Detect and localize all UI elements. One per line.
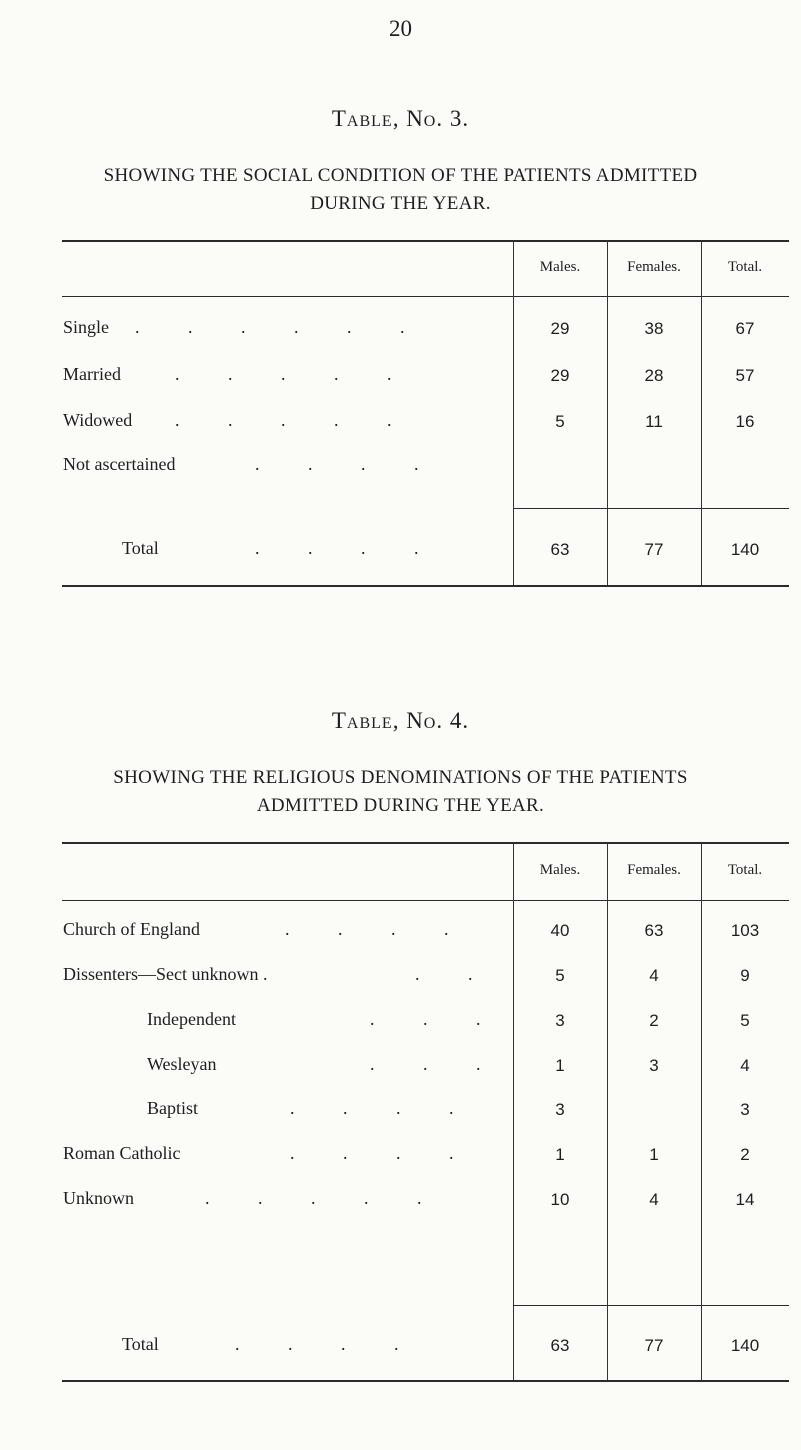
table3-cell-males: 29 [550,366,570,385]
table3-total-females: 77 [644,540,664,559]
table3-cell-females: 11 [645,412,663,431]
table3-row-dots: . . . . . . [135,317,427,337]
table3-total-males: 63 [550,540,570,559]
table4-cell-total: 103 [730,921,760,940]
table4-total-dots: . . . . [235,1334,421,1354]
table4-title [0,708,801,734]
table4-caption-line2: ADMITTED DURING THE YEAR. [256,795,545,816]
table4-total-label: Total [122,1334,159,1354]
table4-cell-females: 3 [649,1056,659,1075]
table3-header-total: Total. [727,259,763,275]
table4-cell-total: 9 [740,966,750,985]
table4-total-total: 140 [730,1336,760,1355]
table3-top-rule [62,240,789,242]
table4-cell-total: 3 [740,1100,750,1119]
table3-total-dots: . . . . [255,538,441,558]
table3-total-total: 140 [730,540,760,559]
table4-cell-females: 4 [649,966,659,985]
table4-row-dots: . . . [370,1054,503,1074]
table4-cell-total: 5 [740,1011,750,1030]
table3-sum-rule [513,508,789,509]
table4-row-dots: . . . . . [205,1188,444,1208]
table4-bottom-rule [62,1380,789,1382]
table3-title-number: 3. [449,106,470,131]
table4-cell-males: 5 [555,966,565,985]
table4-cell-males: 3 [555,1011,565,1030]
table4-title-prefix: Table, No. [331,708,444,733]
table3-bottom-rule [62,585,789,587]
table3-row-label: Married [63,364,121,384]
table4-row-label: Church of England [63,919,200,939]
table3-cell-females: 38 [644,319,664,338]
table3-row-dots: . . . . . [175,364,414,384]
table4-cell-males: 3 [555,1100,565,1119]
table4-caption-line1: SHOWING THE RELIGIOUS DENOMINATIONS OF THE PATIENTS [113,767,688,788]
table4-header-rule [62,900,789,901]
table4-cell-females: 1 [649,1145,659,1164]
table4-cell-males: 10 [550,1190,570,1209]
table3-row-label: Not ascertained [63,454,176,474]
table3-cell-total: 16 [735,412,755,431]
table4-cell-males: 1 [555,1056,565,1075]
table4-row-label: Roman Catholic [63,1143,181,1163]
table4-cell-males: 1 [555,1145,565,1164]
table3-title [0,106,801,132]
table4-cell-total: 2 [740,1145,750,1164]
table3-cell-total: 67 [735,319,755,338]
table4-row-dots: . . . . [290,1098,476,1118]
table4-cell-total: 4 [740,1056,750,1075]
table3-row-label: Widowed [63,410,133,430]
table3-header-males: Males. [539,259,581,275]
table3-cell-females: 28 [644,366,664,385]
table4-row-label: Wesleyan [147,1054,217,1074]
table4-sum-rule [513,1305,789,1306]
table4-header-females: Females. [627,862,681,878]
table4-total-females: 77 [644,1336,664,1355]
page-number: 20 [389,16,412,41]
table3-total-label: Total [122,538,159,558]
table3-header-rule [62,296,789,297]
table3-row-dots: . . . . [255,454,441,474]
table4-cell-females: 4 [649,1190,659,1209]
table4-cell-females: 63 [644,921,664,940]
table4-top-rule [62,842,789,844]
table4-row-dots: . . . [370,1009,503,1029]
table4-row-dots: . . . . [290,1143,476,1163]
table4-row-dots: . . [415,964,495,984]
table4-cell-females: 2 [649,1011,659,1030]
table4-row-label: Baptist [147,1098,199,1118]
table4-title-number: 4. [449,708,470,733]
table3-cell-total: 57 [735,366,755,385]
table4-header-males: Males. [539,862,581,878]
table3-title-prefix: Table, No. [331,106,444,131]
table4-cell-total: 14 [735,1190,755,1209]
table4-row-label: Independent [147,1009,236,1029]
table4-header-total: Total. [727,862,763,878]
table3-caption-line2: DURING THE YEAR. [310,193,491,214]
table4-total-males: 63 [550,1336,570,1355]
table3-cell-males: 5 [555,412,565,431]
table3-row-dots: . . . . . [175,410,414,430]
table3-caption-line1: SHOWING THE SOCIAL CONDITION OF THE PATIENTS ADMITTED [103,165,698,186]
table3-cell-males: 29 [550,319,570,338]
table4-cell-males: 40 [550,921,570,940]
table3-row-label: Single [63,317,110,337]
table4-row-label: Dissenters—Sect unknown . [63,964,268,984]
table4-row-label: Unknown [63,1188,134,1208]
table4-row-dots: . . . . [285,919,471,939]
table3-header-females: Females. [627,259,681,275]
